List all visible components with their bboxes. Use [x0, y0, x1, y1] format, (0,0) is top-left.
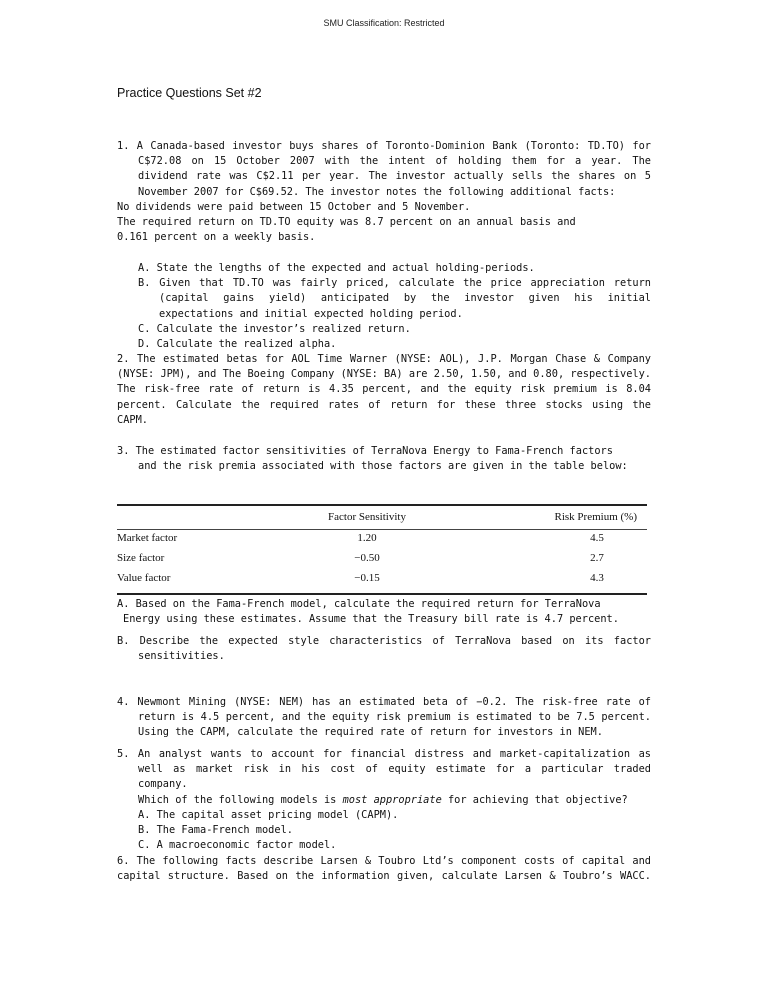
q3-part-b-line: B. Describe the expected style characteristics of TerraNova based on its factor: [117, 635, 651, 647]
q2-line: The risk-free rate of return is 4.35 percent, and the equity risk premium is 8.04: [117, 383, 651, 396]
question-1-options: [117, 261, 651, 352]
q5-line: well as market risk in his cost of equity estimate for a particular traded company.: [138, 763, 651, 791]
q1-option-b-cont: expectations and initial expected holding period.: [159, 307, 463, 320]
table-row-label: Size factor: [117, 552, 165, 564]
table-cell-sensitivity: 1.20: [357, 532, 377, 544]
table-header-premium: Risk Premium (%): [554, 511, 637, 523]
question-5: [117, 747, 651, 853]
q1-option-a: A. State the lengths of the expected and actual holding-periods.: [138, 262, 535, 274]
q1-line: No dividends were paid between 15 October and 5 November.: [117, 200, 471, 213]
table-cell-premium: 4.5: [590, 532, 604, 544]
q3-part-b-line: sensitivities.: [138, 650, 225, 663]
q1-option-b-cont: (capital gains yield) anticipated by the investor given his initial: [159, 292, 651, 305]
table-cell-premium: 4.3: [590, 572, 604, 584]
q3-part-a-line: A. Based on the Fama-French model, calculate the required return for TerraNova: [117, 598, 601, 610]
question-4: [117, 695, 651, 741]
table-top-rule: [117, 504, 647, 506]
q2-line: percent. Calculate the required rates of return for these three stocks using the: [117, 398, 651, 411]
q5-line: 5. An analyst wants to account for financial distress and market-capitalization as: [117, 748, 651, 760]
q6-line: 6. The following facts describe Larsen & Toubro Ltd’s component costs of capital and: [117, 855, 651, 867]
q5-option-b: B. The Fama-French model.: [138, 824, 293, 837]
table-cell-sensitivity: −0.50: [354, 552, 380, 564]
question-1: [117, 139, 651, 245]
q1-line: 1. A Canada-based investor buys shares of Toronto-Dominion Bank (Toronto: TD.TO) for: [117, 140, 651, 152]
table-cell-sensitivity: −0.15: [354, 572, 380, 584]
page-title: Practice Questions Set #2: [117, 86, 262, 100]
table-cell-premium: 2.7: [590, 552, 604, 564]
table-header-sensitivity: Factor Sensitivity: [328, 511, 406, 523]
question-3-part-b: [117, 634, 651, 664]
q5-option-a: A. The capital asset pricing model (CAPM).: [138, 808, 399, 821]
q2-line: (NYSE: JPM), and The Boeing Company (NYSE: BA) are 2.50, 1.50, and 0.80, respectively.: [117, 368, 651, 381]
q1-line: The required return on TD.TO equity was 8.7 percent on an annual basis and: [117, 216, 576, 229]
question-3-part-a: [117, 597, 651, 627]
classification-header: SMU Classification: Restricted: [323, 18, 445, 28]
q3-line: and the risk premia associated with those factors are given in the table below:: [138, 460, 628, 473]
q4-line: 4. Newmont Mining (NYSE: NEM) has an estimated beta of −0.2. The risk-free rate of: [117, 696, 651, 708]
q2-line: CAPM.: [117, 413, 148, 426]
q4-line: return is 4.5 percent, and the equity risk premium is estimated to be 7.5 percent.: [138, 711, 651, 724]
q1-line: November 2007 for C$69.52. The investor notes the following additional facts:: [138, 185, 616, 198]
q1-line: dividend rate was C$2.11 per year. The investor actually sells the shares on 5: [138, 170, 651, 183]
q1-line: C$72.08 on 15 October 2007 with the intent of holding them for a year. The: [138, 155, 651, 168]
q5-line-3: [117, 793, 651, 808]
question-6: [117, 854, 651, 884]
q3-part-a-line: Energy using these estimates. Assume that the Treasury bill rate is 4.7 percent.: [123, 613, 619, 626]
q4-line: Using the CAPM, calculate the required rate of return for investors in NEM.: [138, 726, 603, 739]
q5-line-3-post: for achieving that objective?: [441, 793, 628, 806]
q1-line: 0.161 percent on a weekly basis.: [117, 231, 316, 244]
q5-line-3-pre: Which of the following models is: [138, 793, 343, 806]
q1-option-b: B. Given that TD.TO was fairly priced, calculate the price appreciation return: [138, 277, 651, 290]
question-3: [117, 444, 651, 474]
table-bottom-rule: [117, 593, 647, 595]
table-row-label: Value factor: [117, 572, 171, 584]
q5-emphasis: most appropriate: [342, 793, 442, 806]
q1-option-c: C. Calculate the investor’s realized return.: [138, 322, 411, 335]
q6-line: capital structure. Based on the information given, calculate Larsen & Toubro’s WACC.: [117, 870, 651, 883]
table-header-rule: [117, 529, 647, 530]
q1-option-d: D. Calculate the realized alpha.: [138, 338, 337, 351]
table-row-label: Market factor: [117, 532, 178, 544]
question-2: [117, 352, 651, 428]
q3-line: 3. The estimated factor sensitivities of TerraNova Energy to Fama-French factors: [117, 445, 613, 457]
q5-option-c: C. A macroeconomic factor model.: [138, 839, 337, 852]
q2-line: 2. The estimated betas for AOL Time Warner (NYSE: AOL), J.P. Morgan Chase & Company: [117, 353, 651, 365]
